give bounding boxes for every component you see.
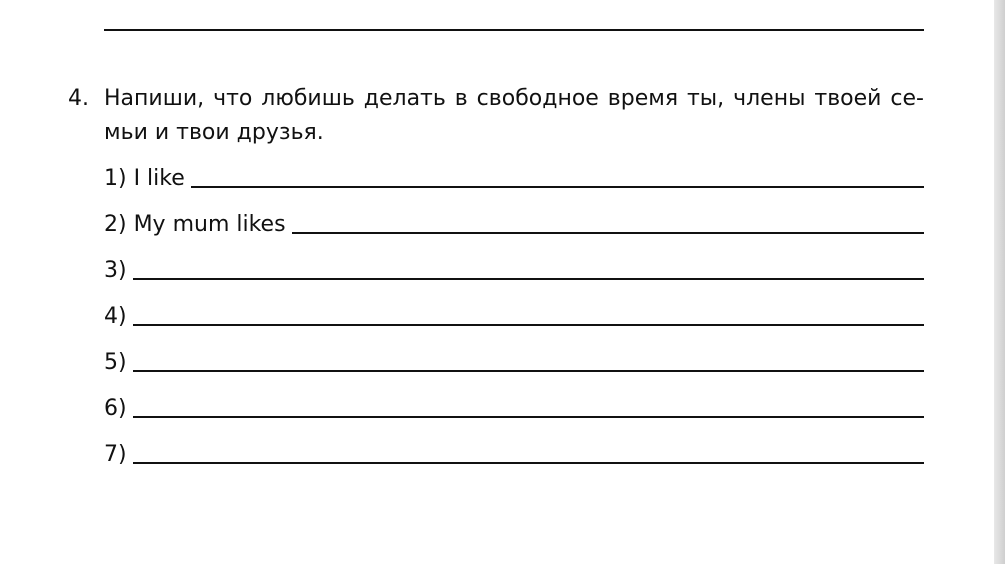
answer-row-5: [104, 346, 924, 376]
previous-answer-line: [104, 29, 924, 31]
answer-label: 5): [104, 350, 127, 375]
answer-line[interactable]: [191, 186, 924, 188]
answer-label: 2) My mum likes: [104, 212, 286, 237]
answer-line[interactable]: [133, 416, 924, 418]
answer-label: 4): [104, 304, 127, 329]
answer-label: 1) I like: [104, 166, 185, 191]
answer-line[interactable]: [292, 232, 924, 234]
answer-row-6: [104, 392, 924, 422]
answer-line[interactable]: [133, 324, 924, 326]
answer-label: 3): [104, 258, 127, 283]
answer-row-1: [104, 162, 924, 192]
task-instruction: Напиши, что любишь делать в свободное время ты, члены твоей се-мьи и твои друзья.: [104, 86, 924, 145]
answer-line[interactable]: [133, 462, 924, 464]
page-edge-shadow: [994, 0, 1005, 564]
answer-label: 7): [104, 442, 127, 467]
task-number: 4.: [68, 86, 89, 111]
answer-row-2: [104, 208, 924, 238]
answer-line[interactable]: [133, 370, 924, 372]
answer-row-7: [104, 438, 924, 468]
answer-row-3: [104, 254, 924, 284]
answer-line[interactable]: [133, 278, 924, 280]
answer-label: 6): [104, 396, 127, 421]
answer-row-4: [104, 300, 924, 330]
